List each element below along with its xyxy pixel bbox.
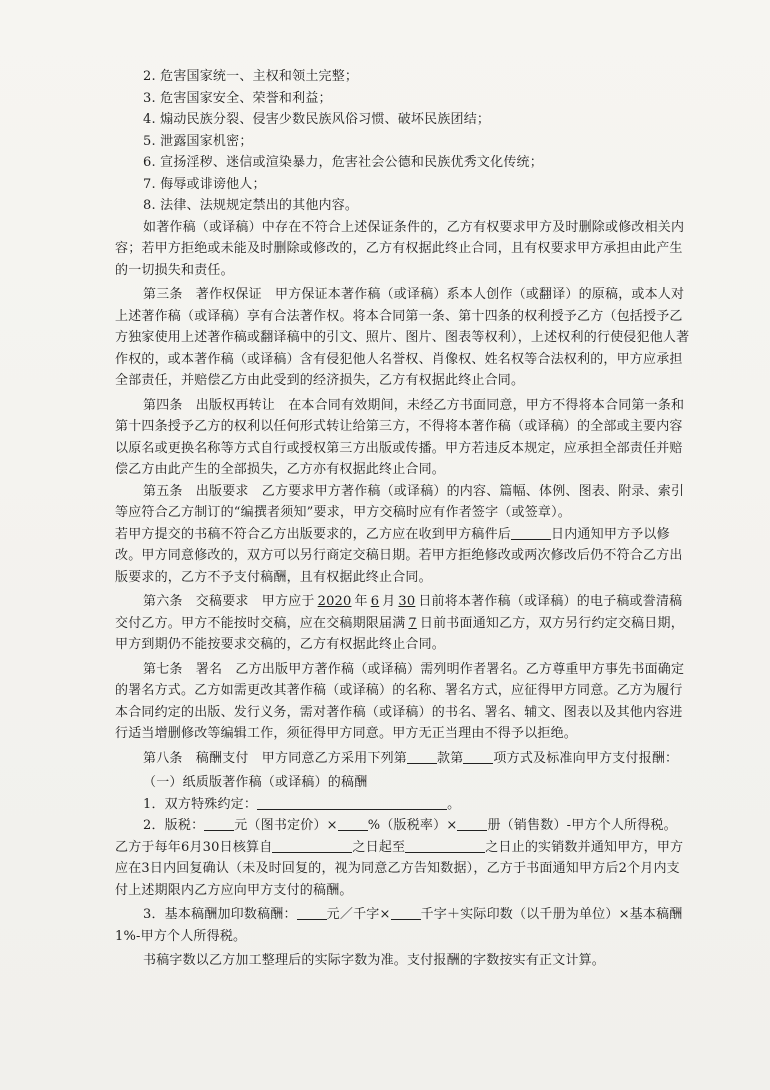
blank-field (257, 795, 447, 810)
list-item: 8. 法律、法规规定禁出的其他内容。 (143, 198, 359, 213)
notice-days: 7 (408, 615, 417, 631)
blank-field (338, 816, 368, 831)
article-4: 第四条 出版权再转让 在本合同有效期间，未经乙方书面同意，甲方不得将本合同第一条和第十四条授予乙方的权利以任何形式转让给第三方，不得将本著作稿（或译稿）的全部或主要内容以原名或更换名称等方式自行或授权第三方出版或传播。甲方若违反本规定，应承担全部责任并赔偿乙方由此产生的全部损失，乙方亦有权据此终止合同。 (115, 397, 685, 477)
deadline-year: 2020 (317, 594, 352, 609)
list-item: 5. 泄露国家机密； (143, 133, 253, 149)
blank-field (405, 838, 485, 853)
section-1-heading: （一）纸质版著作稿（或译稿）的稿酬 (143, 775, 368, 790)
deadline-month: 6 (370, 594, 380, 609)
deadline-day: 30 (398, 594, 416, 609)
article-6: 第六条 交稿要求 甲方应于 2020 年 6 月 30 日前将本著作稿（或译稿）的电子稿或誊清稿交付乙方。甲方不能按时交稿，应在交稿期限届满 7 日前书面通知乙方，双方另行约定交稿日期，甲方到期仍不能按要求交稿的，乙方有权据此终止合同。 (115, 594, 684, 652)
article-8: 第八条 稿酬支付 甲方同意乙方采用下列第 款第 项方式及标准向甲方支付报酬： (143, 750, 679, 766)
blank-field (511, 525, 551, 540)
item-3: 3．基本稿酬加印数稿酬： 元／千字× 千字＋实际印数（以千册为单位）×基本稿酬1%-甲方个人所得税。 (115, 907, 683, 944)
list-item: 3. 危害国家安全、荣誉和利益； (143, 90, 332, 106)
blank-field (407, 749, 437, 764)
list-item: 6. 宣扬淫秽、迷信或渲染暴力，危害社会公德和民族优秀文化传统； (143, 155, 543, 170)
blank-field (457, 816, 487, 831)
list-item: 4. 煽动民族分裂、侵害少数民族风俗习惯、破坏民族团结； (143, 112, 491, 127)
article-5-continued: 若甲方提交的书稿不符合乙方出版要求的，乙方应在收到甲方稿件后 日内通知甲方予以修改。甲方同意修改的，双方可以另行商定交稿日期。若甲方拒绝修改或两次修改后仍不符合乙方出版要求的，乙方不予支付稿酬，且有权据此终止合同。 (115, 526, 683, 585)
blank-field (297, 905, 327, 920)
article-3: 第三条 著作权保证 甲方保证本著作稿（或译稿）系本人创作（或翻译）的原稿，或本人对上述著作稿（或译稿）享有合法著作权。将本合同第一条、第十四条的权利授予乙方（包括授予乙方独家使用上述著作稿或翻译稿中的引文、照片、图片、图表等权利），上述权利的行使侵犯他人著作权的，或本著作稿（或译稿）含有侵犯他人名誉权、肖像权、姓名权等合法权利的，甲方应承担全部责任，并赔偿乙方由此受到的经济损失，乙方有权据此终止合同。 (115, 287, 690, 388)
blank-field (463, 749, 493, 764)
word-count-note: 书稿字数以乙方加工整理后的实际字数为准。支付报酬的字数按实有正文计算。 (143, 953, 606, 968)
article-5: 第五条 出版要求 乙方要求甲方著作稿（或译稿）的内容、篇幅、体例、图表、附录、索引等应符合乙方制订的“编撰者须知”要求，甲方交稿时应有作者签字（或签章）。 (115, 483, 685, 520)
list-item: 2. 危害国家统一、主权和领土完整； (143, 69, 359, 84)
article-7: 第七条 署名 乙方出版甲方著作稿（或译稿）需列明作者署名。乙方尊重甲方事先书面确定的署名方式。乙方如需更改其著作稿（或译稿）的名称、署名方式，应征得甲方同意。乙方为履行本合同约定的出版、发行义务，需对著作稿（或译稿）的书名、署名、辅文、图表以及其他内容进行适当增删修改等编辑工作，须征得甲方同意。甲方无正当理由不得予以拒绝。 (115, 661, 685, 741)
blank-field (272, 838, 352, 853)
blank-field (204, 816, 234, 831)
guarantee-paragraph: 如著作稿（或译稿）中存在不符合上述保证条件的，乙方有权要求甲方及时删除或修改相关内容；若甲方拒绝或未能及时删除或修改的，乙方有权据此终止合同，且有权要求甲方承担由此产生的一切损失和责任。 (115, 219, 685, 278)
contract-body (115, 66, 690, 972)
item-1: 1．双方特殊约定： 。 (143, 796, 461, 812)
list-item: 7. 侮辱或诽谤他人； (143, 176, 266, 192)
blank-field (391, 905, 421, 920)
item-2: 2．版税： 元（图书定价）× %（版税率）× 册（销售数）-甲方个人所得税。乙方于每年6月30日核算自 之日起至 之日止的实销数并通知甲方，甲方应在3日内回复确认（未及时回复的，视为同意乙方告知数据），乙方于书面通知甲方后2个月内支付上述期限内乙方应向甲方支付的稿酬。 (115, 818, 684, 898)
